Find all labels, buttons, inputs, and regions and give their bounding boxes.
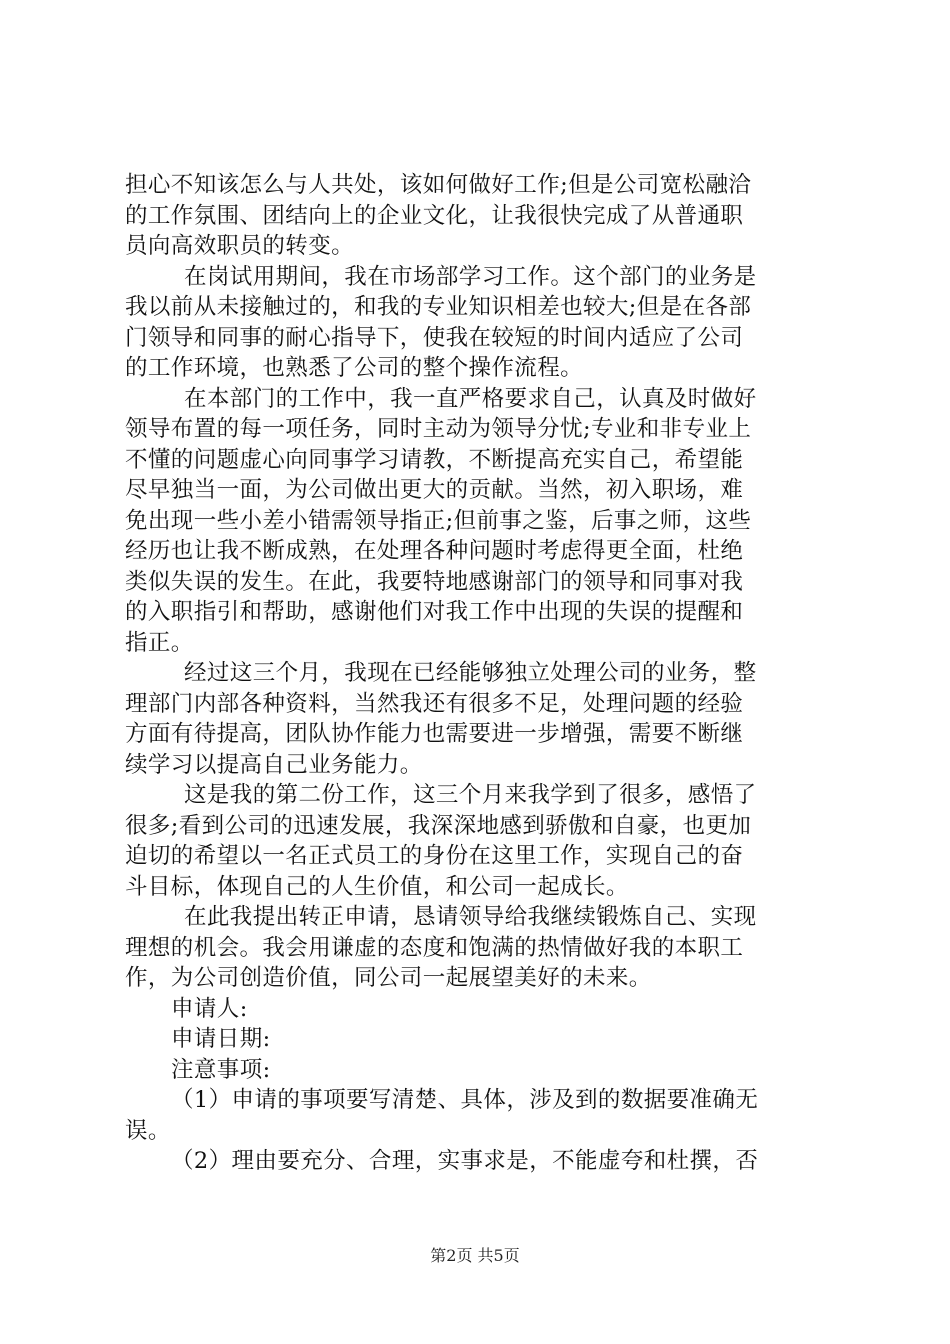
text-line: 担心不知该怎么与人共处，该如何做好工作;但是公司宽松融洽 [125,172,752,198]
text-line: 不懂的问题虚心向同事学习请教，不断提高充实自己，希望能 [125,446,744,473]
note-item-2: （2）理由要充分、合理，实事求是，不能虚夸和杜撰，否 [171,1148,759,1174]
text-line: 类似失误的发生。在此，我要特地感谢部门的领导和同事对我 [125,568,744,595]
text-line: 误。 [125,1117,171,1144]
application-date-label: 申请日期: [171,1026,271,1052]
notes-heading: 注意事项: [171,1056,271,1083]
document-body [125,170,830,1177]
text-line: 的入职指引和帮助，感谢他们对我工作中出现的失误的提醒和 [125,599,744,625]
text-line: 指正。 [125,629,194,656]
text-line: 经历也让我不断成熟，在处理各种问题时考虑得更全面，杜绝 [125,538,744,564]
text-line: 尽早独当一面，为公司做出更大的贡献。当然，初入职场，难 [125,477,744,503]
applicant-label: 申请人: [171,995,248,1022]
text-line: 的工作环境，也熟悉了公司的整个操作流程。 [125,355,584,381]
paragraph-start-line: 在此我提出转正申请，恳请领导给我继续锻炼自己、实现 [184,904,757,930]
note-item-1: （1）申请的事项要写清楚、具体，涉及到的数据要准确无 [171,1087,759,1113]
text-line: 作，为公司创造价值，同公司一起展望美好的未来。 [125,965,652,991]
text-line: 的工作氛围、团结向上的企业文化，让我很快完成了从普通职 [125,202,744,229]
paragraph-start-line: 这是我的第二份工作，这三个月来我学到了很多，感悟了 [184,782,757,808]
paragraph-start-line: 在本部门的工作中，我一直严格要求自己，认真及时做好 [184,385,757,412]
text-line: 免出现一些小差小错需领导指正;但前事之鉴，后事之师，这些 [125,507,752,534]
text-line: 方面有待提高，团队协作能力也需要进一步增强，需要不断继 [125,721,744,747]
text-line: 斗目标，体现自己的人生价值，和公司一起成长。 [125,873,629,900]
paragraph-start-line: 经过这三个月，我现在已经能够独立处理公司的业务，整 [184,660,757,686]
text-line: 门领导和同事的耐心指导下，使我在较短的时间内适应了公司 [125,324,744,351]
text-line: 很多;看到公司的迅速发展，我深深地感到骄傲和自豪，也更加 [125,812,752,839]
page-number-footer: 第2页 共5页 [430,1246,520,1265]
text-line: 迫切的希望以一名正式员工的身份在这里工作，实现自己的奋 [125,843,744,869]
text-line: 员向高效职员的转变。 [125,233,355,259]
text-line: 理部门内部各种资料，当然我还有很多不足，处理问题的经验 [125,690,744,717]
text-line: 理想的机会。我会用谦虚的态度和饱满的热情做好我的本职工 [125,934,744,961]
text-line: 续学习以提高自己业务能力。 [125,751,423,778]
text-line: 我以前从未接触过的，和我的专业知识相差也较大;但是在各部 [125,294,752,320]
text-line: 领导布置的每一项任务，同时主动为领导分忧;专业和非专业上 [125,416,752,442]
paragraph-start-line: 在岗试用期间，我在市场部学习工作。这个部门的业务是 [184,263,757,290]
